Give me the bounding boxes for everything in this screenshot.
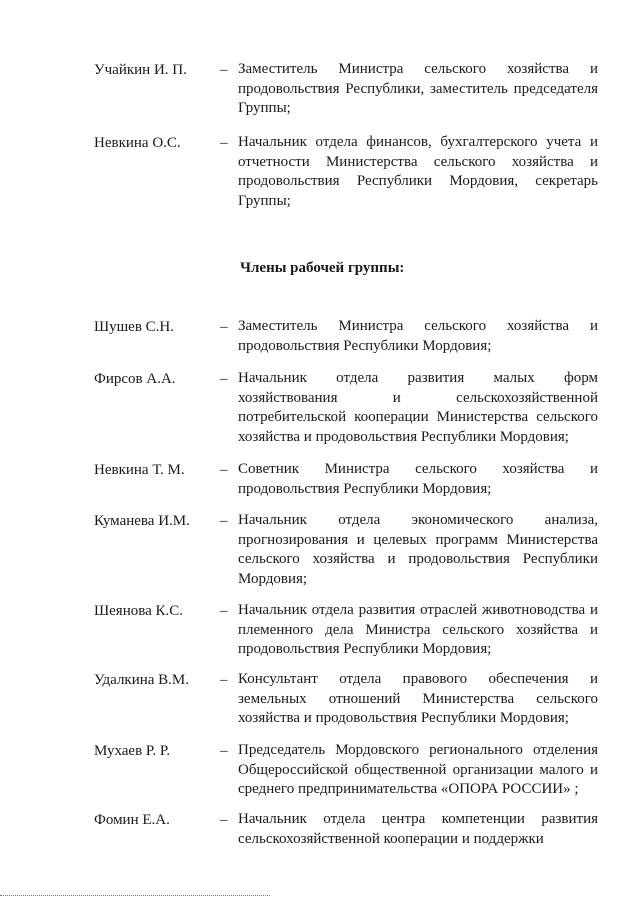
member-description: Советник Министра сельского хозяйства и продовольствия Республики Мордовия; [238,461,598,497]
member-dash: – [220,62,228,78]
member-dash: – [220,319,228,335]
member-name: Невкина О.С. [94,135,181,151]
member-description: Начальник отдела финансов, бухгалтерского учета и отчетности Министерства сельского хозяйства и продовольствия Республики Мордовия, секретарь Группы; [238,134,598,209]
member-name: Учайкин И. П. [94,62,187,78]
member-description: Начальник отдела центра компетенции развития сельскохозяйственной кооперации и поддержки [238,811,598,847]
section-heading: Члены рабочей группы: [240,260,405,276]
member-dash: – [220,135,228,151]
member-name: Невкина Т. М. [94,462,185,478]
member-name: Мухаев Р. Р. [94,743,171,759]
member-description: Заместитель Министра сельского хозяйства и продовольствия Республики Мордовия; [238,318,598,354]
member-dash: – [220,812,228,828]
member-description: Начальник отдела развития малых форм хозяйствования и сельскохозяйственной потребительской кооперации Министерства сельского хозяйства и продовольствия Республики Мордовия; [238,370,598,445]
member-description: Консультант отдела правового обеспечения и земельных отношений Министерства сельского хозяйства и продовольствия Республики Мордовия; [238,671,598,726]
member-name: Шушев С.Н. [94,319,175,335]
member-name: Фомин Е.А. [94,812,170,828]
member-name: Фирсов А.А. [94,371,176,387]
member-dash: – [220,371,228,387]
footer-divider [0,895,270,896]
member-description: Начальник отдела развития отраслей животноводства и племенного дела Министра сельского хозяйства и продовольствия Республики Мордовия; [238,602,598,657]
member-dash: – [220,603,228,619]
member-dash: – [220,743,228,759]
member-name: Куманева И.М. [94,513,190,529]
member-description: Заместитель Министра сельского хозяйства и продовольствия Республики, заместитель председателя Группы; [238,61,598,116]
member-name: Шеянова К.С. [94,603,184,619]
member-dash: – [220,513,228,529]
member-description: Начальник отдела экономического анализа, прогнозирования и целевых программ Министерства сельского хозяйства и продовольствия Республики Мордовия; [238,512,598,587]
member-dash: – [220,462,228,478]
member-dash: – [220,672,228,688]
member-name: Удалкина В.М. [94,672,190,688]
member-description: Председатель Мордовского регионального отделения Общероссийской общественной организации малого и среднего предпринимательства «ОПОРА РОССИИ» ; [238,742,598,797]
